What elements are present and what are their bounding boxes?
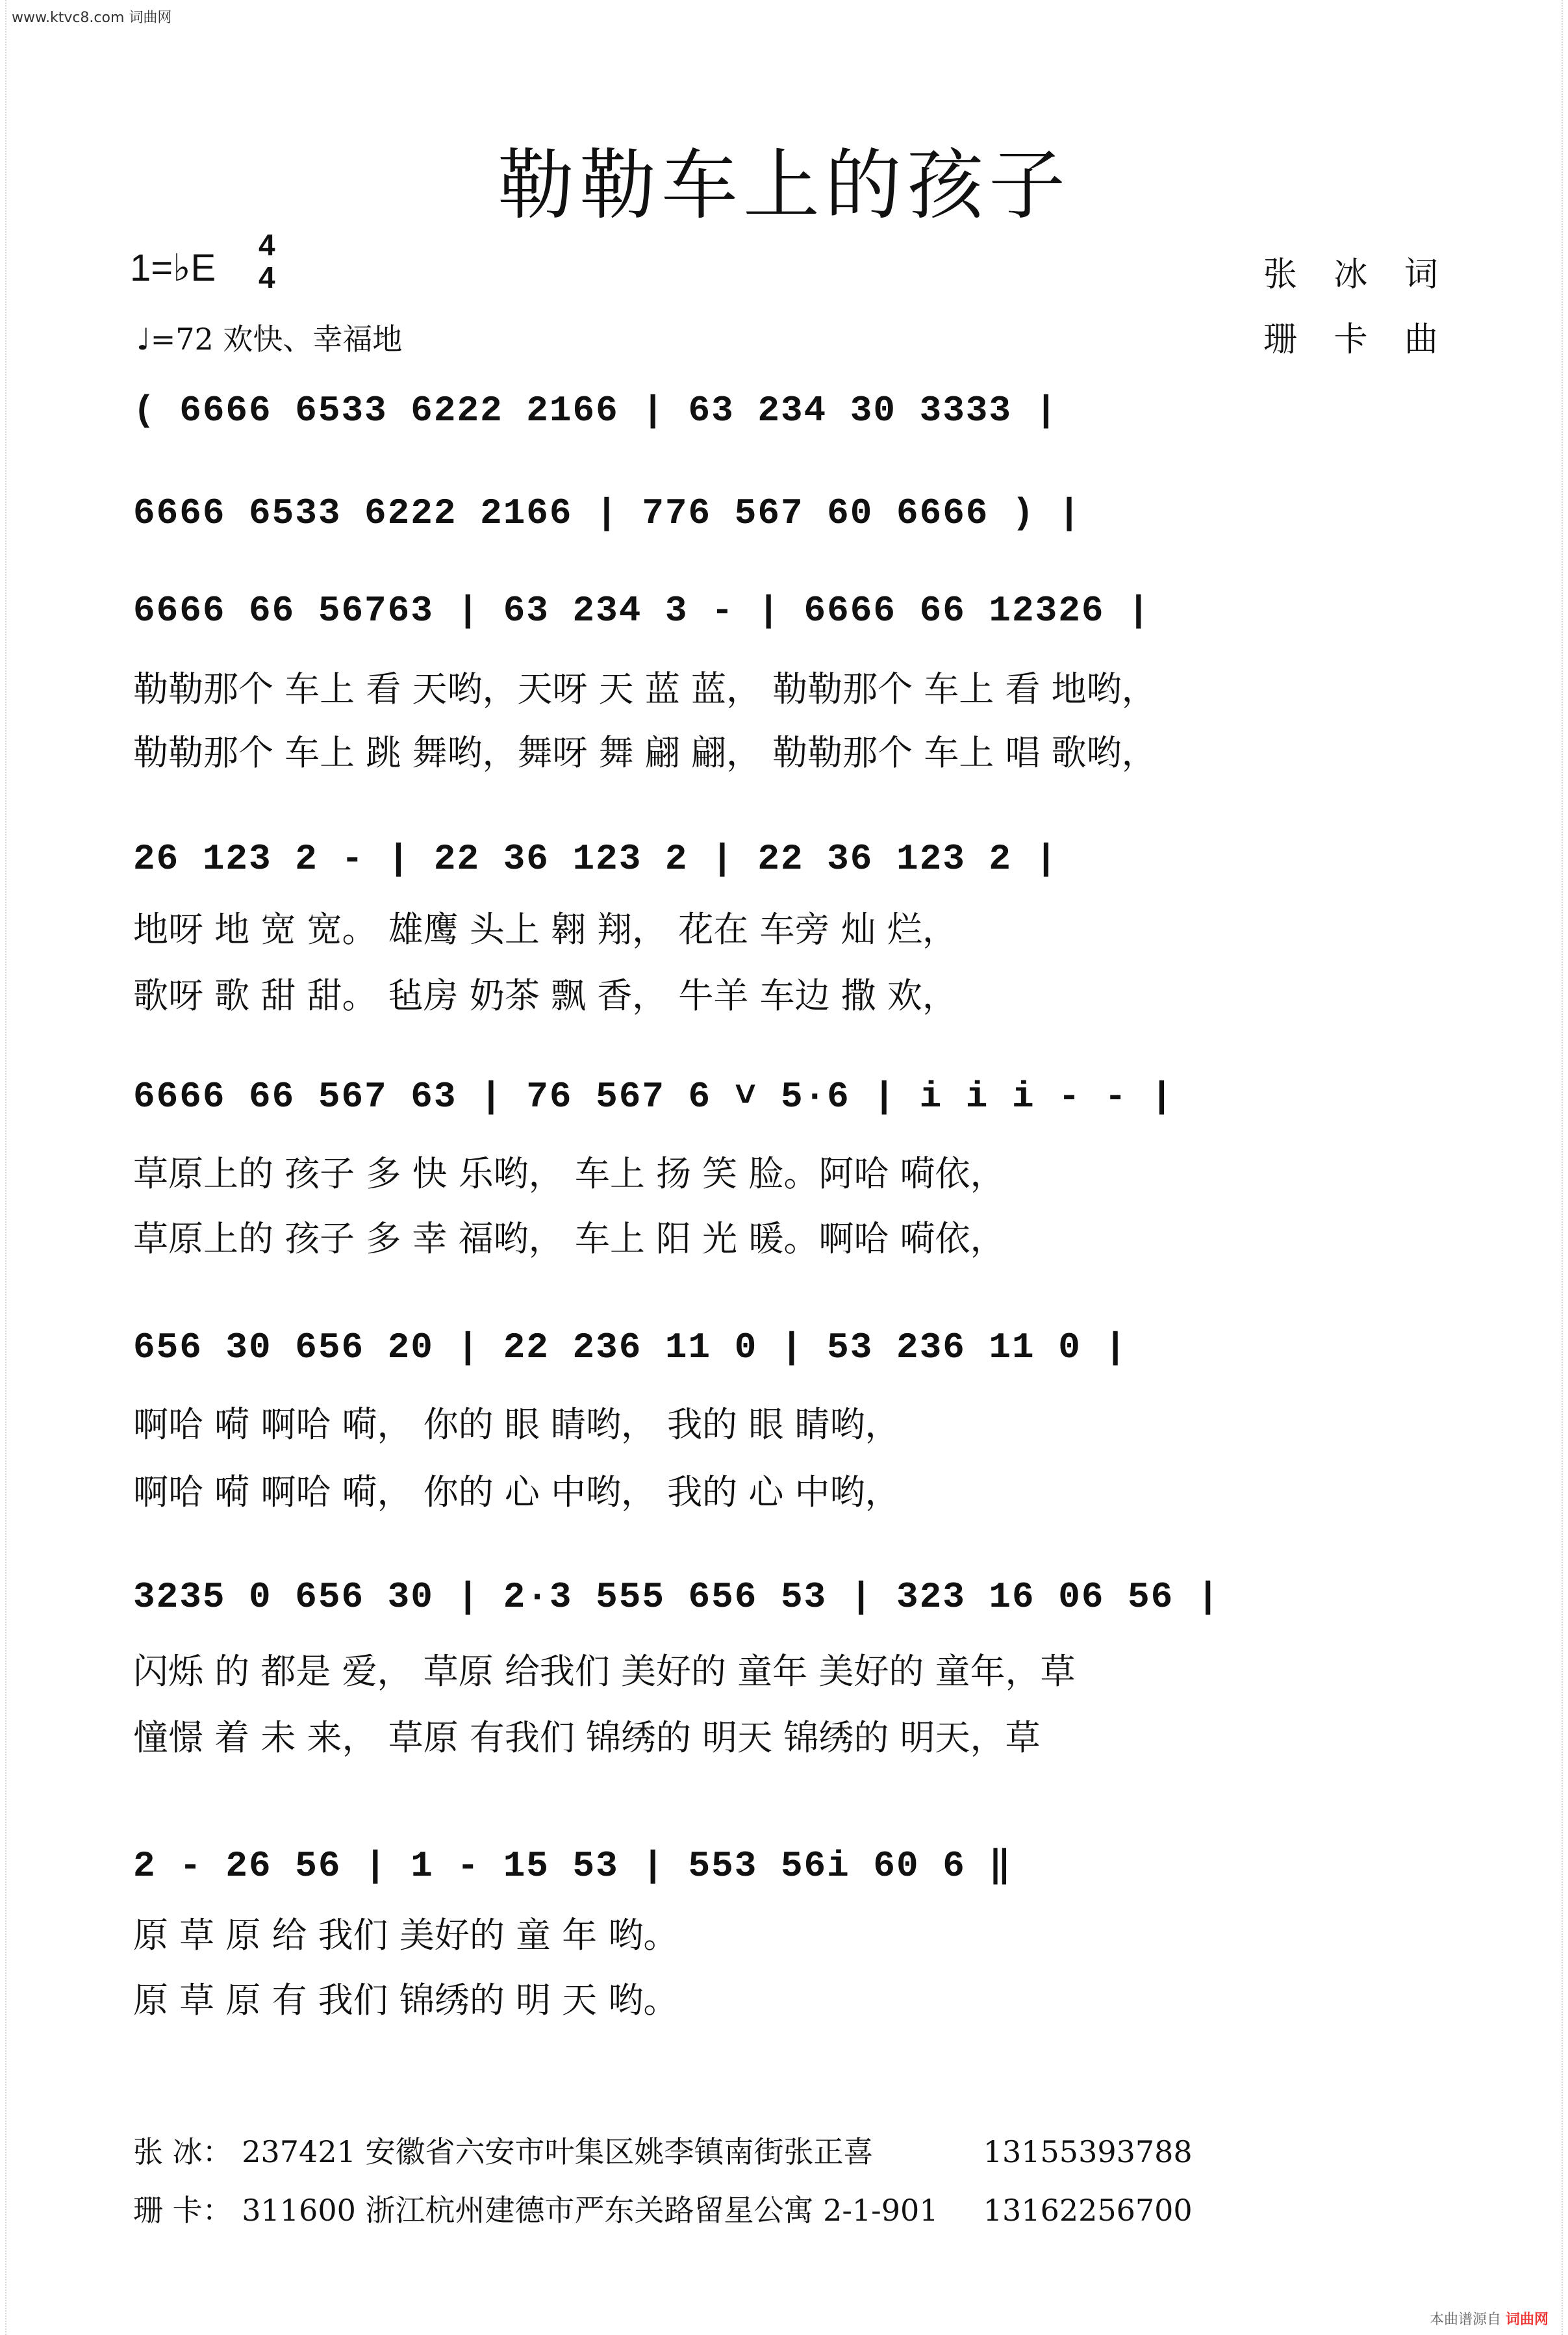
source-badge bbox=[1430, 2308, 1549, 2329]
page-title: 勒勒车上的孩子 bbox=[497, 140, 1070, 230]
lyric-line-3-verse-2: 勒勒那个 车上 跳 舞哟，舞呀 舞 翩 翩， 勒勒那个 车上 唱 歌哟， bbox=[133, 732, 1157, 773]
notation-line-3: 6666 66 56763 | 63 234 3 - | 6666 66 12326 | bbox=[133, 590, 1151, 632]
footer-name-1: 张 冰： bbox=[133, 2134, 233, 2169]
time-signature-top: 4 bbox=[259, 228, 275, 262]
notation-line-5: 6666 66 567 63 | 76 567 6 ˅ 5·6 | i i i - - | bbox=[133, 1076, 1174, 1117]
footer-address-2: 311600 浙江杭州建德市严东关路留星公寓 2-1-901 bbox=[242, 2193, 939, 2228]
footer-address-1: 237421 安徽省六安市叶集区姚李镇南街张正喜 bbox=[242, 2134, 874, 2169]
lyric-line-7-verse-1: 闪烁 的 都是 爱， 草原 给我们 美好的 童年 美好的 童年，草 bbox=[133, 1651, 1076, 1692]
site-watermark: www.ktvc8.com 词曲网 bbox=[12, 10, 172, 26]
left-border bbox=[0, 0, 6, 2335]
notation-line-2: 6666 6533 6222 2166 | 776 567 60 6666 ) | bbox=[133, 492, 1081, 534]
footer-phone-2: 13162256700 bbox=[983, 2193, 1193, 2228]
lyric-line-5-verse-1: 草原上的 孩子 多 快 乐哟， 车上 扬 笑 脸。阿哈 嗬依， bbox=[133, 1153, 1005, 1194]
footer-contact-1 bbox=[133, 2128, 1193, 2171]
notation-line-4: 26 123 2 - | 22 36 123 2 | 22 36 123 2 | bbox=[133, 838, 1059, 880]
lyric-line-8-verse-2: 原 草 原 有 我们 锦绣的 明 天 哟。 bbox=[133, 1980, 679, 2021]
lyric-line-6-verse-2: 啊哈 嗬 啊哈 嗬， 你的 心 中哟， 我的 心 中哟， bbox=[133, 1472, 900, 1512]
lyric-line-4-verse-1: 地呀 地 宽 宽。 雄鹰 头上 翱 翔， 花在 车旁 灿 烂， bbox=[133, 909, 957, 950]
lyricist-credit: 张 冰 词 bbox=[1263, 255, 1452, 294]
lyric-line-6-verse-1: 啊哈 嗬 啊哈 嗬， 你的 眼 睛哟， 我的 眼 睛哟， bbox=[133, 1404, 900, 1445]
lyric-line-4-verse-2: 歌呀 歌 甜 甜。 毡房 奶茶 飘 香， 牛羊 车边 撒 欢， bbox=[133, 975, 957, 1016]
footer-contact-2 bbox=[133, 2187, 1193, 2230]
notation-line-7: 3235 0 656 30 | 2·3 555 656 53 | 323 16 06 56 | bbox=[133, 1576, 1220, 1618]
right-border bbox=[1562, 0, 1568, 2335]
time-signature bbox=[259, 229, 275, 294]
notation-line-8: 2 - 26 56 | 1 - 15 53 | 553 56i 60 6 ‖ bbox=[133, 1845, 1013, 1887]
lyric-line-7-verse-2: 憧憬 着 未 来， 草原 有我们 锦绣的 明天 锦绣的 明天，草 bbox=[133, 1717, 1041, 1758]
footer-phone-1: 13155393788 bbox=[983, 2134, 1193, 2169]
source-badge-text: 本曲谱源自 bbox=[1429, 2312, 1501, 2328]
lyric-line-8-verse-1: 原 草 原 给 我们 美好的 童 年 哟。 bbox=[133, 1915, 679, 1956]
lyric-line-5-verse-2: 草原上的 孩子 多 幸 福哟， 车上 阳 光 暖。啊哈 嗬依， bbox=[133, 1218, 1005, 1259]
notation-line-6: 656 30 656 20 | 22 236 11 0 | 53 236 11 0 | bbox=[133, 1327, 1128, 1368]
footer-name-2: 珊 卡： bbox=[133, 2193, 233, 2228]
composer-credit: 珊 卡 曲 bbox=[1263, 320, 1452, 359]
key-signature: 1=♭E bbox=[130, 247, 216, 289]
source-badge-site: 词曲网 bbox=[1505, 2312, 1549, 2328]
lyric-line-3-verse-1: 勒勒那个 车上 看 天哟，天呀 天 蓝 蓝， 勒勒那个 车上 看 地哟， bbox=[133, 669, 1157, 709]
notation-line-1: ( 6666 6533 6222 2166 | 63 234 30 3333 | bbox=[133, 390, 1059, 431]
tempo-marking: ♩=72 欢快、幸福地 bbox=[136, 322, 403, 357]
time-signature-bottom: 4 bbox=[259, 261, 275, 294]
